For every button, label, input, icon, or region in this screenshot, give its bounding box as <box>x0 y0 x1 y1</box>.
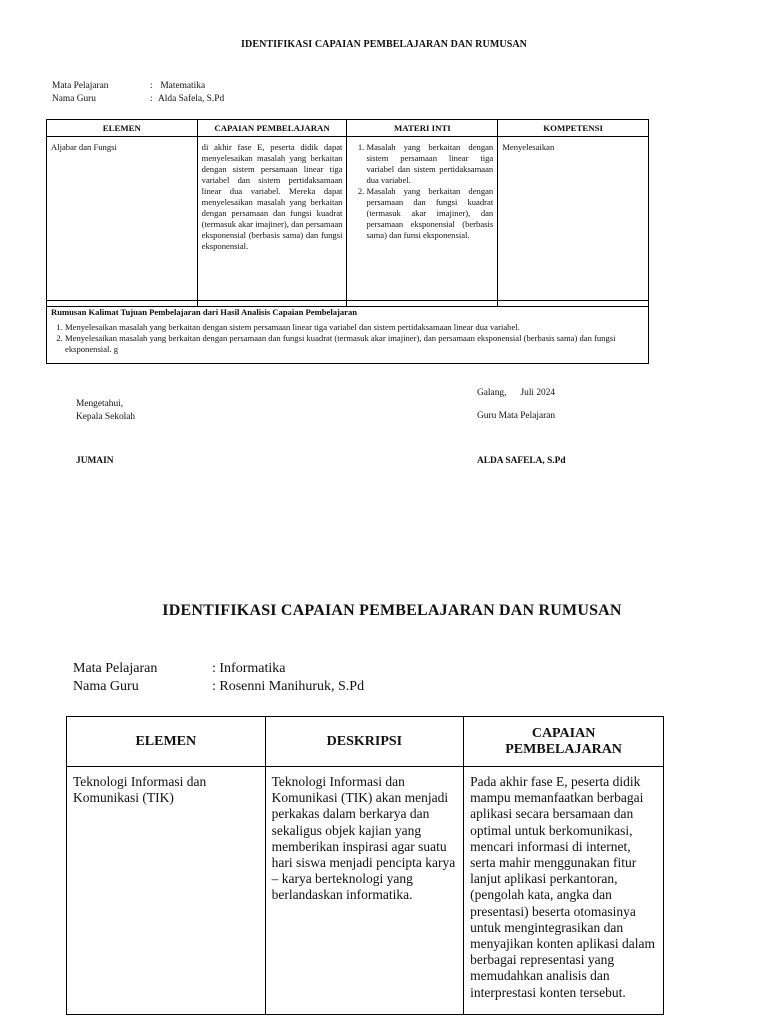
meta-value: : Rosenni Manihuruk, S.Pd <box>212 679 365 694</box>
table-header-row <box>67 717 664 767</box>
doc2-title: IDENTIFIKASI CAPAIAN PEMBELAJARAN DAN RUMUSAN <box>162 602 622 619</box>
meta-row-teacher <box>52 93 224 106</box>
cell-capaian: di akhir fase E, peserta didik dapat menyelesaikan masalah yang berkaitan dengan sistem persamaan linear tiga variabel dan sistem pertidaksamaan linear dua variabel. Mereka dapat menyelesaikan masalah yang berkaitan dengan persamaan dan fungsi kuadrat (termasuk akar imajiner), dan persamaan eksponensial (berbasis sama) dan fungsi eksponensial. <box>197 137 347 307</box>
meta-label: Nama Guru <box>52 93 96 104</box>
list-item: 1. Masalah yang berkaitan dengan sistem persamaan linear tiga variabel dan sistem pertidaksamaan dua variabel. <box>366 142 493 186</box>
list-item: 2. Masalah yang berkaitan dengan persamaan dan fungsi kuadrat (termasuk akar imajiner), dan persamaan eksponensial (berbasis sama) dan funsi eksponensial. <box>366 186 493 241</box>
signature-right-name: ALDA SAFELA, S.Pd <box>477 456 566 466</box>
doc2-table <box>66 716 664 1015</box>
meta-label: Nama Guru <box>73 679 139 694</box>
cell-deskripsi: Teknologi Informasi dan Komunikasi (TIK) akan menjadi perkakas dalam berkarya dan sekaligus objek kajian yang memberikan inspirasi agar suatu hari siswa menjadi pencipta karya – karya berteknologi yang berlandaskan informatika. <box>265 767 464 1015</box>
cell-elemen: Aljabar dan Fungsi <box>47 137 198 307</box>
col-header-deskripsi: DESKRIPSI <box>265 717 464 767</box>
col-header-kompetensi: KOMPETENSI <box>498 120 649 137</box>
rumusan-list <box>51 322 644 355</box>
meta-sep: : <box>150 81 153 91</box>
meta-row-teacher <box>73 678 364 696</box>
materi-list <box>351 142 493 241</box>
doc1-title: IDENTIFIKASI CAPAIAN PEMBELAJARAN DAN RUMUSAN <box>241 39 527 50</box>
col-header-capaian: CAPAIAN PEMBELAJARAN <box>464 717 664 767</box>
table-row <box>47 137 649 307</box>
meta-value: Alda Safela, S.Pd <box>158 93 225 104</box>
meta-sep: : <box>150 93 153 104</box>
rumusan-box <box>46 300 649 364</box>
col-header-elemen: ELEMEN <box>67 717 266 767</box>
cell-capaian: Pada akhir fase E, peserta didik mampu memanfaatkan berbagai aplikasi secara bersamaan dan optimal untuk berkomunikasi, mencari informasi di internet, serta mahir menggunakan fitur lanjut aplikasi perkantoran, (pengolah kata, angka dan presentasi) beserta otomasinya untuk mengintegrasikan dan menyajikan konten aplikasi dalam berbagai representasi yang memudahkan analisis dan interprestasi konten tersebut. <box>464 767 664 1015</box>
meta-label: Mata Pelajaran <box>73 661 158 676</box>
table-row <box>67 767 664 1015</box>
table-header-row <box>47 120 649 137</box>
meta-value: Matematika <box>158 81 206 91</box>
cell-elemen: Teknologi Informasi dan Komunikasi (TIK) <box>67 767 266 1015</box>
signature-left-line2: Kepala Sekolah <box>76 411 136 422</box>
col-header-materi: MATERI INTI <box>347 120 498 137</box>
list-item: 2. Menyelesaikan masalah yang berkaitan dengan persamaan dan fungsi kuadrat (termasuk akar imajiner), dan persamaan eksponensial (berbasis sama) dan fungsi eksponensial. g <box>65 333 644 355</box>
signature-right-line: Guru Mata Pelajaran <box>477 411 556 421</box>
meta-row-subject <box>52 80 224 93</box>
rumusan-heading: Rumusan Kalimat Tujuan Pembelajaran dari Hasil Analisis Capaian Pembelajaran <box>51 307 358 317</box>
doc1-meta <box>52 80 224 105</box>
cell-kompetensi: Menyelesaikan <box>498 137 649 307</box>
list-item: 1. Menyelesaikan masalah yang berkaitan dengan sistem persamaan linear tiga variabel dan sistem pertidaksamaan linear dua variabel. <box>65 322 644 333</box>
meta-row-subject <box>73 660 364 678</box>
cell-materi <box>347 137 498 307</box>
col-header-elemen: ELEMEN <box>47 120 198 137</box>
col-header-capaian: CAPAIAN PEMBELAJARAN <box>197 120 347 137</box>
doc2-meta <box>73 660 364 696</box>
place-date: Galang, Juli 2024 <box>477 388 556 398</box>
signature-left-name: JUMAIN <box>76 456 114 466</box>
signature-left <box>76 398 135 423</box>
meta-label: Mata Pelajaran <box>52 81 109 91</box>
signature-left-line1: Mengetahui, <box>76 399 124 409</box>
meta-value: : Informatika <box>212 661 286 676</box>
doc1-table <box>46 119 649 307</box>
